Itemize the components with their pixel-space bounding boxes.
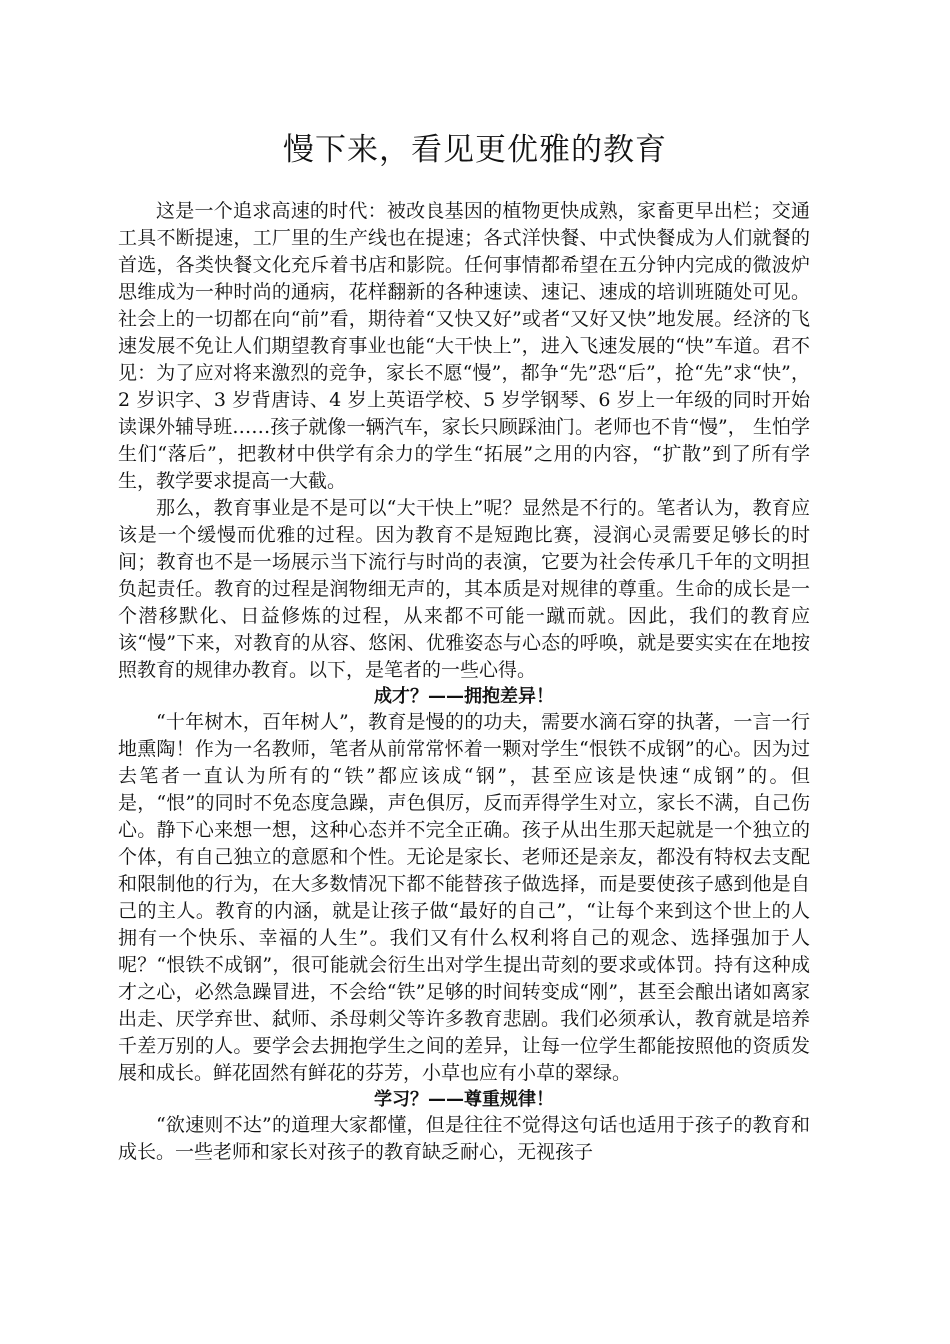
intro-paragraph-1: 这是一个追求高速的时代：被改良基因的植物更快成熟，家畜更早出栏；交通工具不断提速，工厂里的生产线也在提速；各式洋快餐、中式快餐成为人们就餐的首选，各类快餐文化充斥着书店和影院。任何事情都希望在五分钟内完成的微波炉思维成为一种时尚的通病，花样翻新的各种速读、速记、速成的培训班随处可见。社会上的一切都在向“前”看，期待着“又快又好”或者“又好又快”地发展。经济的飞速发展不免让人们期望教育事业也能“大干快上”，进入飞速发展的“快”车道。君不见：为了应对将来激烈的竞争，家长不愿“慢”，都争“先”恐“后”，抢“先”求“快”，2 岁识字、3 岁背唐诗、4 岁上英语学校、5 岁学钢琴、6 岁上一年级的同时开始读课外辅导班……孩子就像一辆汽车，家长只顾踩油门。老师也不肯“慢”， 生怕学生们“落后”，把教材中供学有余力的学生“拓展”之用的内容，“扩散”到了所有学生，教学要求提高一大截。 [118, 200, 810, 492]
document-body [118, 198, 810, 1166]
intro-paragraph-2: 那么，教育事业是不是可以“大干快上”呢？显然是不行的。笔者认为，教育应该是一个缓慢而优雅的过程。因为教育不是短跑比赛，浸润心灵需要足够长的时间；教育也不是一场展示当下流行与时尚的表演，它要为社会传承几千年的文明担负起责任。教育的过程是润物细无声的，其本质是对规律的尊重。生命的成长是一个潜移默化、日益修炼的过程，从来都不可能一蹴而就。因此，我们的教育应该“慢”下来，对教育的从容、悠闲、优雅姿态与心态的呼唤，就是要实实在在地按照教育的规律办教育。以下，是笔者的一些心得。 [118, 497, 810, 681]
section-heading-learning: 学习？——尊重规律！ [374, 1089, 554, 1110]
section-paragraph-talent: “十年树木，百年树人”，教育是慢的的功夫，需要水滴石穿的执著，一言一行地熏陶！作为一名教师，笔者从前常常怀着一颗对学生“恨铁不成钢”的心。因为过去笔者一直认为所有的“铁”都应该成“钢”，甚至应该是快速“成钢”的。但是，“恨”的同时不免态度急躁，声色俱厉，反而弄得学生对立，家长不满，自己伤心。静下心来想一想，这种心态并不完全正确。孩子从出生那天起就是一个独立的个体，有自己独立的意愿和个性。无论是家长、老师还是亲友，都没有特权去支配和限制他的行为，在大多数情况下都不能替孩子做选择，而是要使孩子感到他是自己的主人。教育的内涵，就是让孩子做“最好的自己”，“让每个来到这个世上的人拥有一个快乐、幸福的人生”。我们又有什么权利将自己的观念、选择强加于人呢？“恨铁不成钢”，很可能就会衍生出对学生提出苛刻的要求或体罚。持有这种成才之心，必然急躁冒进，不会给“铁”足够的时间转变成“刚”，甚至会酿出诸如离家出走、厌学弃世、弑师、杀母刺父等许多教育悲剧。我们必须承认，教育就是培养千差万别的人。要学会去拥抱学生之间的差异，让每一位学生都能按照他的资质发展和成长。鲜花固然有鲜花的芬芳，小草也应有小草的翠绿。 [118, 711, 810, 1084]
section-heading-talent: 成才？——拥抱差异！ [374, 686, 554, 707]
section-paragraph-learning: “欲速则不达”的道理大家都懂，但是往往不觉得这句话也适用于孩子的教育和成长。一些老师和家长对孩子的教育缺乏耐心，无视孩子 [118, 1114, 810, 1163]
document-title: 慢下来，看见更优雅的教育 [283, 132, 667, 168]
